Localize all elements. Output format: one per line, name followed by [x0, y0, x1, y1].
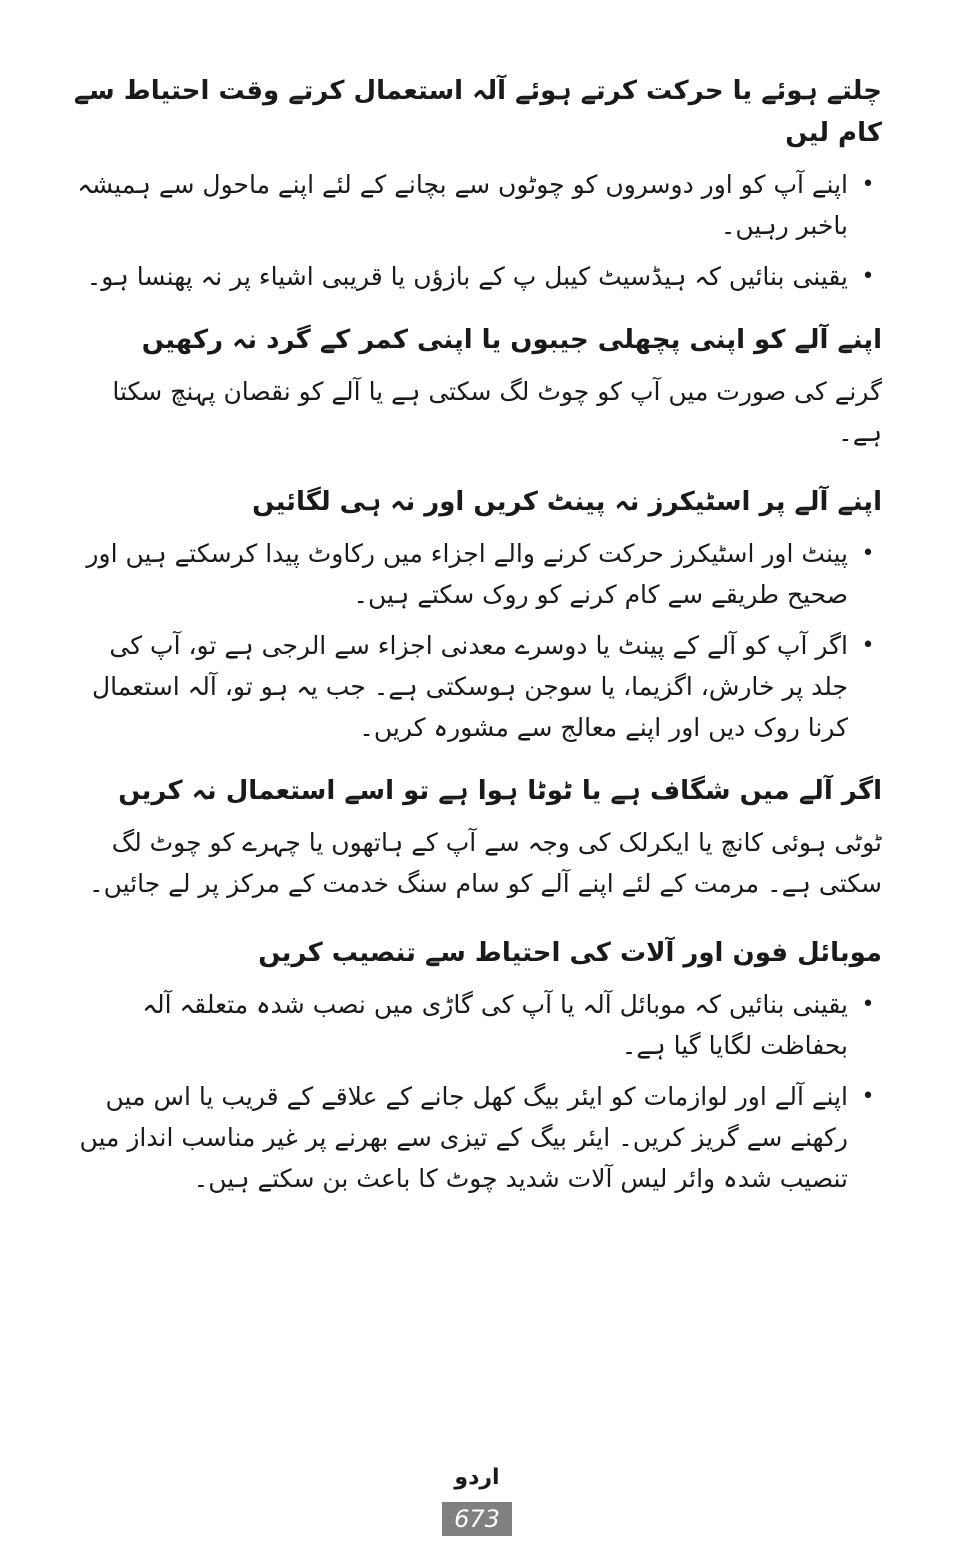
- bullet-list-installation: [72, 984, 882, 1199]
- section-heading-pockets: اپنے آلے کو اپنی پچھلی جیبوں یا اپنی کمر کے گرد نہ رکھیں: [141, 325, 882, 355]
- list-item: [72, 256, 882, 297]
- bullet-list-walking: [72, 164, 882, 297]
- list-item-text: اپنے آپ کو اور دوسروں کو چوٹوں سے بچانے کے لئے اپنے ماحول سے ہمیشہ باخبر رہیں۔: [77, 170, 848, 240]
- bullet-icon: •: [861, 992, 875, 1017]
- page-number-badge: 673: [442, 1502, 512, 1536]
- list-item-text: اپنے آلے اور لوازمات کو ایئر بیگ کھل جانے کے علاقے کے قریب یا اس میں رکھنے سے گریز کریں۔ ایئر بیگ کے تیزی سے بھرنے پر غیر مناسب انداز میں تنصیب شدہ وائر لیس آلات شدید چوٹ کا باعث بن سکتے ہیں۔: [79, 1082, 848, 1193]
- list-item: [72, 533, 882, 615]
- list-item-text: یقینی بنائیں کہ ہیڈسیٹ کیبل پ کے بازؤں یا قریبی اشیاء پر نہ پھنسا ہو۔: [86, 262, 848, 291]
- list-item: [72, 984, 882, 1066]
- page-content: [72, 70, 882, 1221]
- list-item: [72, 1076, 882, 1199]
- bullet-list-stickers: [72, 533, 882, 748]
- section-heading-stickers: اپنے آلے پر اسٹیکرز نہ پینٹ کریں اور نہ ہی لگائیں: [252, 487, 882, 517]
- list-item: [72, 625, 882, 748]
- bullet-icon: •: [861, 541, 875, 566]
- bullet-icon: •: [861, 172, 875, 197]
- section-heading-cracked: اگر آلے میں شگاف ہے یا ٹوٹا ہوا ہے تو اسے استعمال نہ کریں: [118, 776, 882, 806]
- section-heading-installation: موبائل فون اور آلات کی احتیاط سے تنصیب کریں: [258, 938, 882, 968]
- footer-language: اردو: [454, 1465, 500, 1490]
- list-item-text: اگر آپ کو آلے کے پینٹ یا دوسرے معدنی اجزاء سے الرجی ہے تو، آپ کی جلد پر خارش، اگزیما، یا سوجن ہوسکتی ہے۔ جب یہ ہو تو، آلہ استعمال کرنا روک دیں اور اپنے معالج سے مشورہ کریں۔: [91, 631, 848, 742]
- bullet-icon: •: [861, 1084, 875, 1109]
- list-item: [72, 164, 882, 246]
- list-item-text: یقینی بنائیں کہ موبائل آلہ یا آپ کی گاڑی میں نصب شدہ متعلقہ آلہ بحفاظت لگایا گیا ہے۔: [142, 990, 848, 1060]
- section-heading-walking: چلتے ہوئے یا حرکت کرتے ہوئے آلہ استعمال کرتے وقت احتیاط سے کام لیں: [73, 76, 882, 148]
- bullet-icon: •: [861, 633, 875, 658]
- section-paragraph-cracked: ٹوٹی ہوئی کانچ یا ایکرلک کی وجہ سے آپ کے ہاتھوں یا چہرے کو چوٹ لگ سکتی ہے۔ مرمت کے لئے اپنے آلے کو سام سنگ خدمت کے مرکز پر لے جائیں۔: [88, 828, 882, 898]
- section-paragraph-pockets: گرنے کی صورت میں آپ کو چوٹ لگ سکتی ہے یا آلے کو نقصان پہنچ سکتا ہے۔: [112, 377, 882, 447]
- bullet-icon: •: [861, 264, 875, 289]
- list-item-text: پینٹ اور اسٹیکرز حرکت کرنے والے اجزاء میں رکاوٹ پیدا کرسکتے ہیں اور صحیح طریقے سے کام کرنے کو روک سکتے ہیں۔: [86, 539, 848, 609]
